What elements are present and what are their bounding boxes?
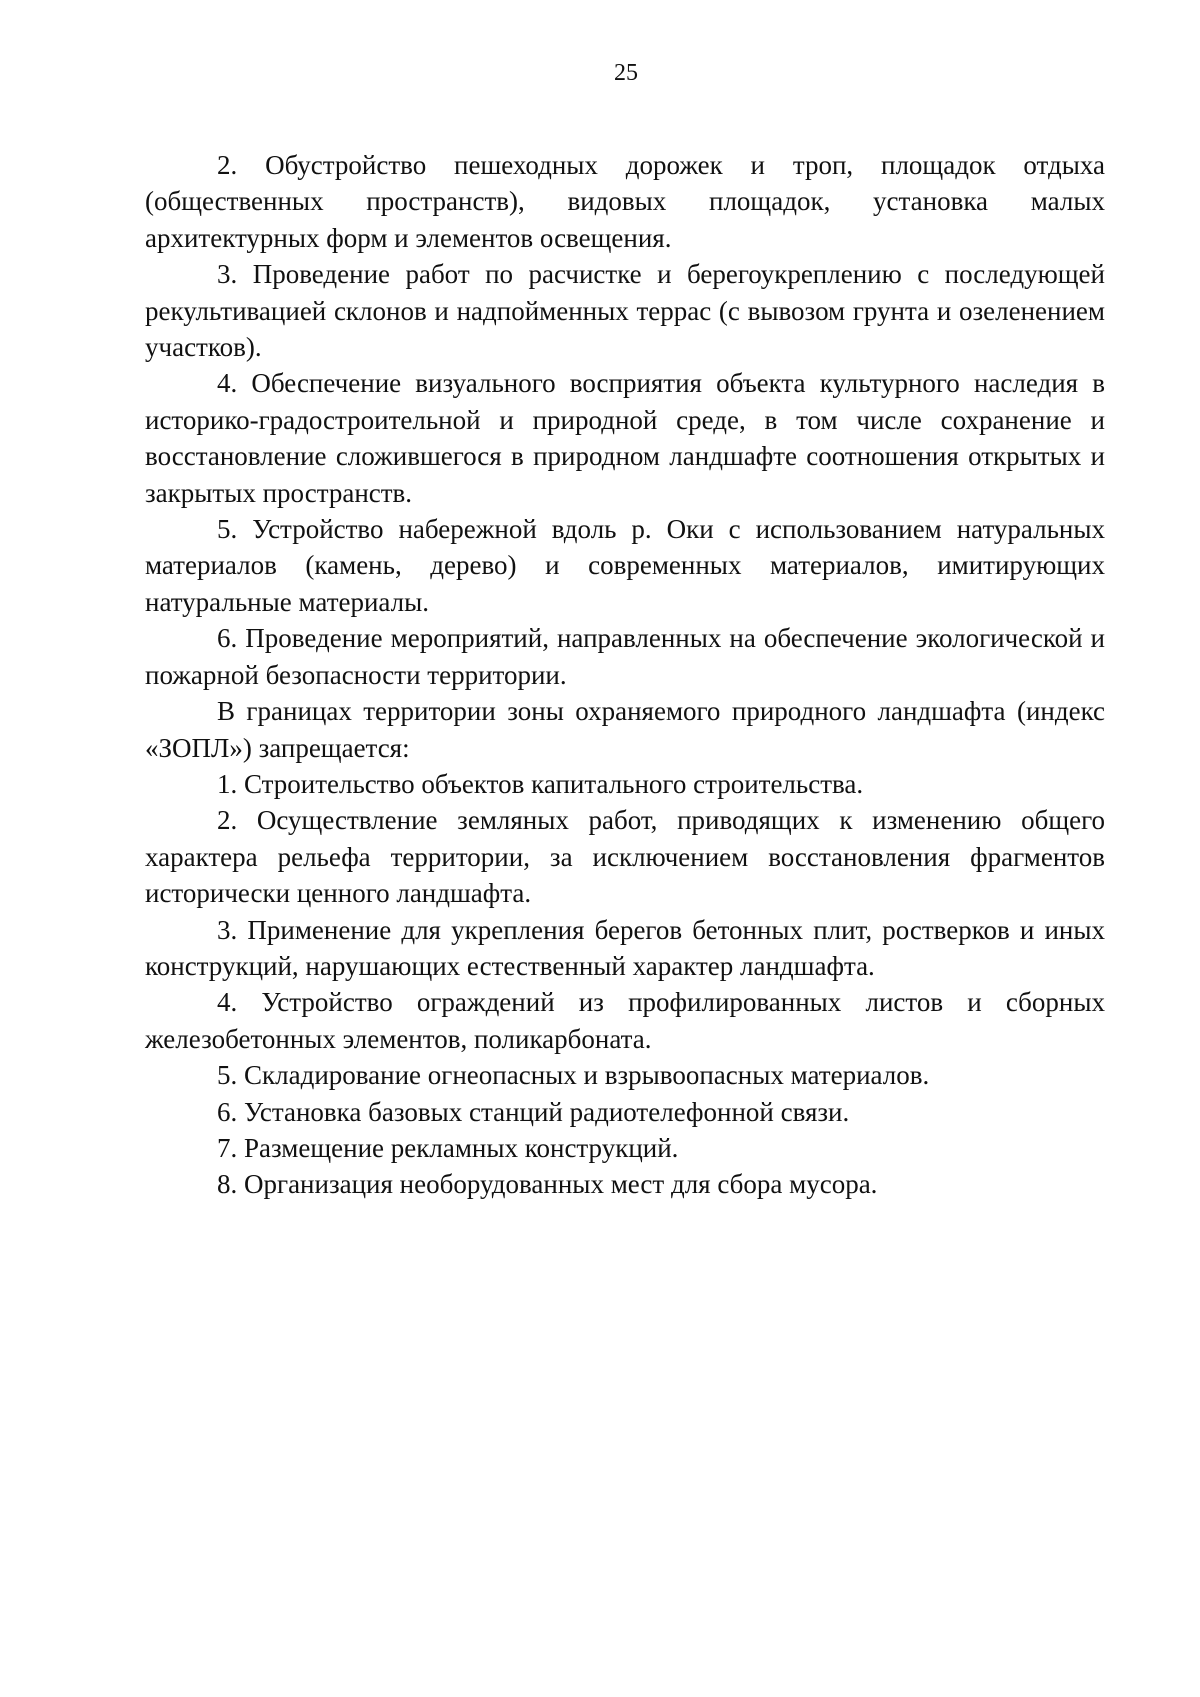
prohibited-item-6: 6. Установка базовых станций радиотелефонной связи. bbox=[217, 1096, 850, 1127]
paragraph-prohibited-intro: В границах территории зоны охраняемого природного ландшафта (индекс «ЗОПЛ») запрещается: bbox=[145, 696, 1105, 763]
prohibited-item-3: 3. Применение для укрепления берегов бетонных плит, ростверков и иных конструкций, нарушающих естественный характер ландшафта. bbox=[145, 914, 1105, 981]
document-body bbox=[145, 147, 1105, 1203]
prohibited-item-8: 8. Организация необорудованных мест для сбора мусора. bbox=[217, 1169, 878, 1200]
prohibited-item-2: 2. Осуществление земляных работ, приводящих к изменению общего характера рельефа территории, за исключением восстановления фрагментов исторически ценного ландшафта. bbox=[145, 805, 1105, 909]
paragraph-item-3-bank-protection: 3. Проведение работ по расчистке и берегоукреплению с последующей рекультивацией склонов и надпойменных террас (с вывозом грунта и озеленением участков). bbox=[145, 259, 1105, 363]
prohibited-item-5: 5. Складирование огнеопасных и взрывоопасных материалов. bbox=[217, 1060, 930, 1091]
prohibited-item-7: 7. Размещение рекламных конструкций. bbox=[217, 1132, 679, 1163]
paragraph-item-6-safety: 6. Проведение мероприятий, направленных на обеспечение экологической и пожарной безопасности территории. bbox=[145, 623, 1105, 690]
prohibited-item-4: 4. Устройство ограждений из профилированных листов и сборных железобетонных элементов, поликарбоната. bbox=[145, 987, 1105, 1054]
page-number: 25 bbox=[614, 60, 638, 86]
paragraph-item-5-embankment: 5. Устройство набережной вдоль р. Оки с использованием натуральных материалов (камень, дерево) и современных материалов, имитирующих натуральные материалы. bbox=[145, 514, 1105, 617]
prohibited-item-1: 1. Строительство объектов капитального строительства. bbox=[217, 768, 864, 799]
paragraph-item-4-visual-perception: 4. Обеспечение визуального восприятия объекта культурного наследия в историко-градостроительной и природной среде, в том числе сохранение и восстановление сложившегося в природном ландшафте соотношения открытых и закрытых пространств. bbox=[145, 368, 1105, 508]
paragraph-item-2-paths: 2. Обустройство пешеходных дорожек и троп, площадок отдыха (общественных пространств), видовых площадок, установка малых архитектурных форм и элементов освещения. bbox=[145, 150, 1105, 253]
